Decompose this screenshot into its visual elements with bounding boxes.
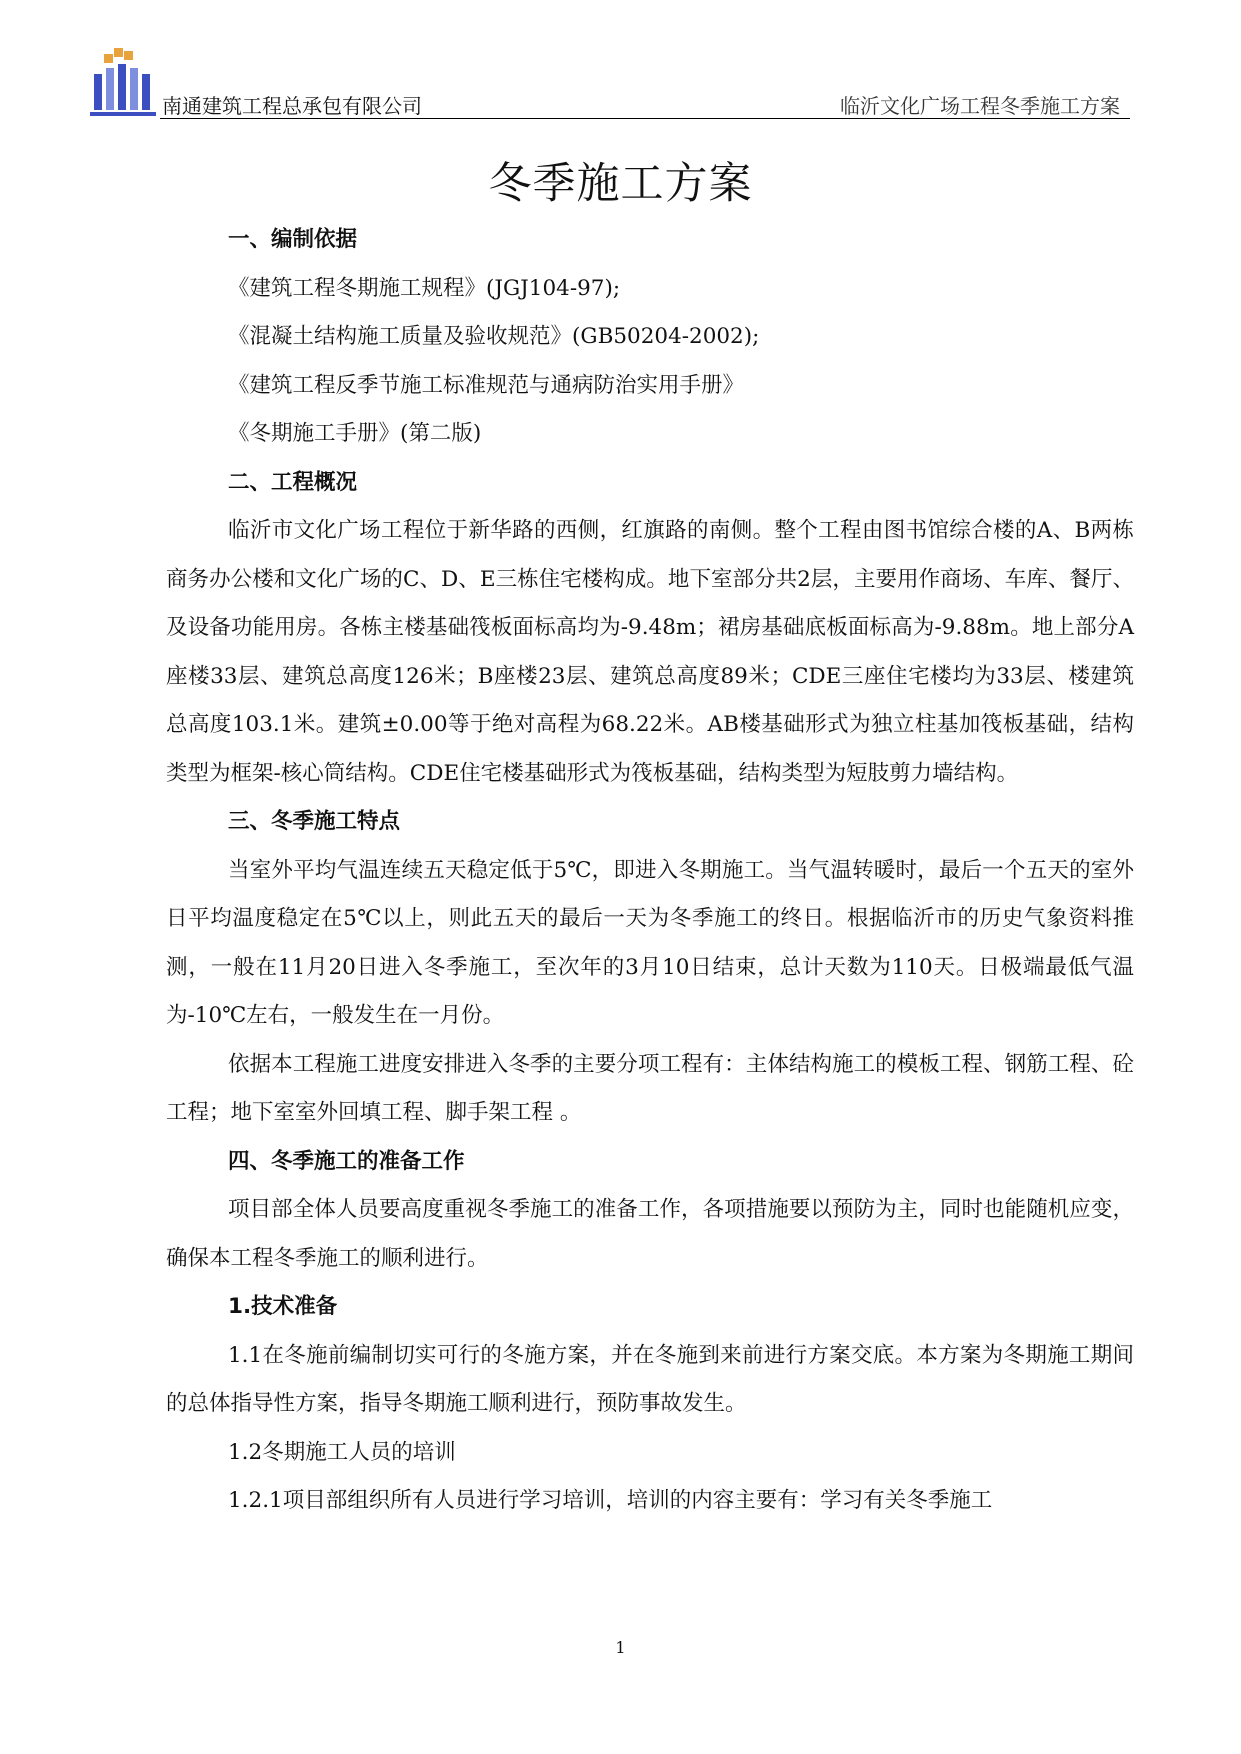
reference-item: 《建筑工程冬期施工规程》(JGJ104-97); [228,275,621,301]
page-number: 1 [615,1638,626,1657]
paragraph: 当室外平均气温连续五天稳定低于5℃，即进入冬期施工。当气温转暖时，最后一个五天的室外日平均温度稳定在5℃以上，则此五天的最后一天为冬季施工的终日。根据临沂市的历史气象资料推测，一般在11月20日进入冬季施工，至次年的3月10日结束，总计天数为110天。日极端最低气温为-10℃左右，一般发生在一月份。 [166,857,1134,1028]
section-heading-basis: 一、编制依据 [228,227,358,252]
section-heading-preparation: 四、冬季施工的准备工作 [228,1148,465,1174]
paragraph: 1.2冬期施工人员的培训 [228,1439,456,1465]
document-body [166,216,1134,1526]
paragraph: 项目部全体人员要高度重视冬季施工的准备工作，各项措施要以预防为主，同时也能随机应变，确保本工程冬季施工的顺利进行。 [166,1197,1134,1271]
reference-item: 《冬期施工手册》(第二版) [228,421,482,446]
paragraph: 依据本工程施工进度安排进入冬季的主要分项工程有：主体结构施工的模板工程、钢筋工程、砼工程；地下室室外回填工程、脚手架工程 。 [166,1051,1134,1125]
section-heading-overview: 二、工程概况 [228,469,358,495]
company-name: 南通建筑工程总承包有限公司 [162,94,422,118]
page-title: 冬季施工方案 [488,159,753,209]
paragraph: 1.2.1项目部组织所有人员进行学习培训，培训的内容主要有：学习有关冬季施工 [228,1488,993,1513]
page-header [90,40,1130,120]
paragraph: 1.1在冬施前编制切实可行的冬施方案，并在冬施到来前进行方案交底。本方案为冬期施工期间的总体指导性方案，指导冬期施工顺利进行，预防事故发生。 [166,1342,1134,1416]
header-document-title: 临沂文化广场工程冬季施工方案 [840,94,1120,118]
reference-item: 《建筑工程反季节施工标准规范与通病防治实用手册》 [228,372,745,398]
company-logo-icon [90,48,158,118]
section-heading-winter-features: 三、冬季施工特点 [228,809,401,834]
reference-item: 《混凝土结构施工质量及验收规范》(GB50204-2002); [228,324,760,349]
header-rule [160,118,1130,119]
subsection-heading-technical: 1.技术准备 [228,1294,338,1319]
paragraph: 临沂市文化广场工程位于新华路的西侧，红旗路的南侧。整个工程由图书馆综合楼的A、B两栋商务办公楼和文化广场的C、D、E三栋住宅楼构成。地下室部分共2层，主要用作商场、车库、餐厅、及设备功能用房。各栋主楼基础筏板面标高均为-9.48m；裙房基础底板面标高为-9.88m。地上部分A座楼33层、建筑总高度126米；B座楼23层、建筑总高度89米；CDE三座住宅楼均为33层、楼建筑总高度103.1米。建筑±0.00等于绝对高程为68.22米。AB楼基础形式为独立柱基加筏板基础，结构类型为框架-核心筒结构。CDE住宅楼基础形式为筏板基础，结构类型为短肢剪力墙结构。 [166,518,1134,786]
